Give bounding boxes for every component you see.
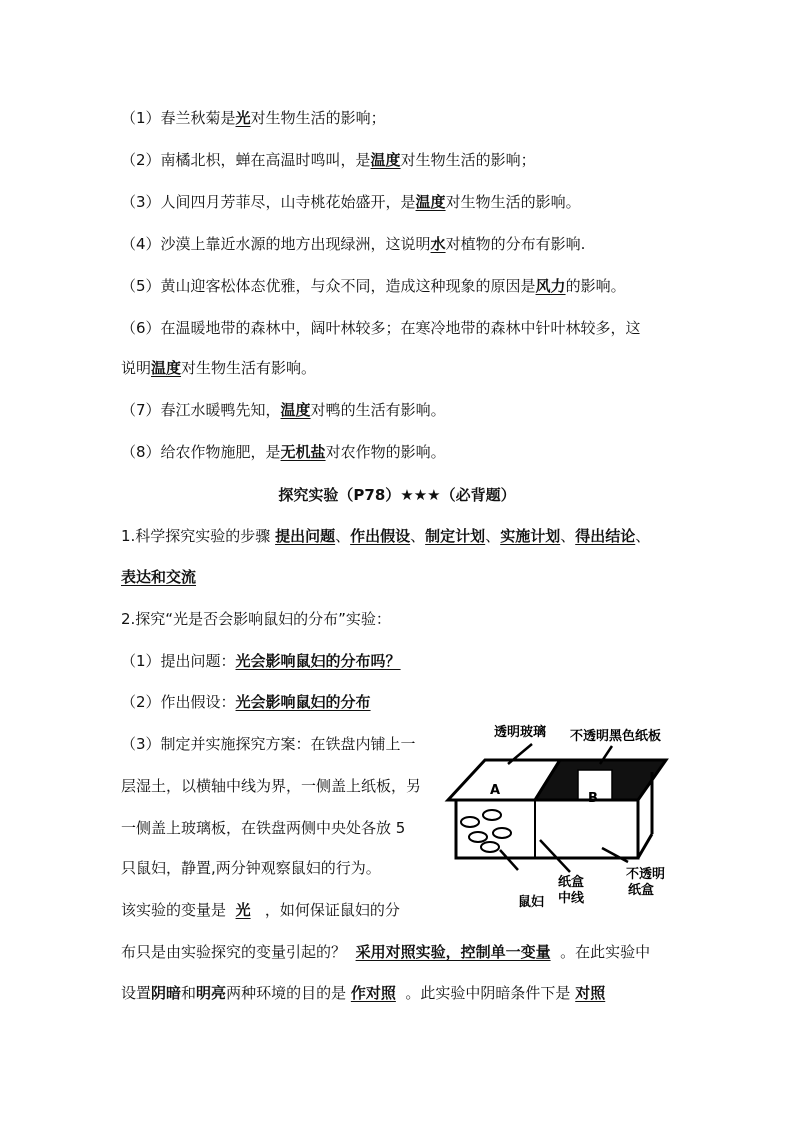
text: 布只是由实验探究的变量引起的？ xyxy=(121,943,347,961)
experiment-diagram xyxy=(440,712,680,912)
box-label-2: 纸盒 xyxy=(628,883,655,898)
text: 两种环境的目的是 xyxy=(226,984,347,1002)
text: ，如何保证鼠妇的分 xyxy=(264,901,400,919)
item-4 xyxy=(121,234,585,254)
item-text: （6）在温暖地带的森林中，阔叶林较多；在寒冷地带的森林中针叶林较多，这 xyxy=(121,319,641,337)
purpose-line xyxy=(121,983,605,1003)
item-text: 对生物生活的影响； xyxy=(400,151,536,169)
item-3 xyxy=(121,192,581,212)
text: 该实验的变量是 xyxy=(121,901,227,919)
step: 制定计划 xyxy=(425,527,486,545)
question-line xyxy=(121,651,401,671)
box-right-edge xyxy=(638,834,652,858)
glass-label: 透明玻璃 xyxy=(494,725,547,740)
item-6-cont xyxy=(121,358,316,378)
answer: 风力 xyxy=(535,277,566,295)
answer: 温度 xyxy=(370,151,401,169)
bug-label: 鼠妇 xyxy=(518,895,545,910)
label-a: A xyxy=(490,783,501,798)
board-label: 不透明黑色纸板 xyxy=(570,729,662,744)
item-text: （2）南橘北枳，蝉在高温时鸣叫，是 xyxy=(121,151,371,169)
text: 设置 xyxy=(121,984,152,1002)
answer: 温度 xyxy=(415,193,446,211)
item-7 xyxy=(121,400,446,420)
section-title: 探究实验（P78）★★★（必背题） xyxy=(278,486,516,504)
item-1 xyxy=(121,108,386,128)
item-text: （8）给农作物施肥，是 xyxy=(121,443,281,461)
answer: 无机盐 xyxy=(280,443,326,461)
item-text: 对农作物的影响。 xyxy=(325,443,446,461)
item-text: 对鸭的生活有影响。 xyxy=(310,401,446,419)
answer: 光会影响鼠妇的分布吗？ xyxy=(235,652,401,670)
answer: 光 xyxy=(235,901,251,919)
step: 表达和交流 xyxy=(121,568,197,586)
answer: 温度 xyxy=(151,359,182,377)
sep: 、 xyxy=(560,527,576,545)
label: （2）作出假设： xyxy=(121,693,236,711)
item-5 xyxy=(121,276,626,296)
term: 明亮 xyxy=(196,984,227,1002)
label: （1）提出问题： xyxy=(121,652,236,670)
answer: 光 xyxy=(235,109,251,127)
steps-intro: 1.科学探究实验的步骤 xyxy=(121,527,271,545)
term: 阴暗 xyxy=(151,984,182,1002)
text: 。此实验中阴暗条件下是 xyxy=(405,984,571,1002)
item-text: 对生物生活的影响； xyxy=(250,109,386,127)
box-label-1: 不透明 xyxy=(626,867,666,882)
item-text: 对植物的分布有影响. xyxy=(445,235,586,253)
label-b: B xyxy=(588,791,598,806)
answer: 温度 xyxy=(280,401,311,419)
step: 作出假设 xyxy=(350,527,411,545)
answer: 光会影响鼠妇的分布 xyxy=(235,693,371,711)
sep: 、 xyxy=(410,527,426,545)
answer: 对照 xyxy=(575,984,606,1002)
sep: 、 xyxy=(635,527,651,545)
steps-line xyxy=(121,526,650,546)
item-text: （7）春江水暖鸭先知， xyxy=(121,401,281,419)
item-text: 对生物生活的影响。 xyxy=(445,193,581,211)
steps-line-2 xyxy=(121,567,196,587)
midline-label-1: 纸盒 xyxy=(558,875,585,890)
control-line xyxy=(121,942,650,962)
text: 和 xyxy=(181,984,197,1002)
plan-line-4: 只鼠妇，静置,两分钟观察鼠妇的行为。 xyxy=(121,859,381,877)
answer: 水 xyxy=(430,235,446,253)
midline-label-2: 中线 xyxy=(558,891,585,906)
sep: 、 xyxy=(485,527,501,545)
step: 得出结论 xyxy=(575,527,636,545)
text: 。在此实验中 xyxy=(560,943,651,961)
answer: 采用对照实验，控制单一变量 xyxy=(355,943,551,961)
item-6 xyxy=(121,318,641,338)
exp-title: 2.探究“光是否会影响鼠妇的分布”实验： xyxy=(121,610,391,628)
plan-line-2: 层湿土，以横轴中线为界，一侧盖上纸板，另 xyxy=(121,777,422,795)
answer: 作对照 xyxy=(350,984,396,1002)
item-2 xyxy=(121,150,536,170)
item-text: （5）黄山迎客松体态优雅，与众不同，造成这种现象的原因是 xyxy=(121,277,536,295)
item-text: （3）人间四月芳菲尽，山寺桃花始盛开，是 xyxy=(121,193,416,211)
variable-line xyxy=(121,900,400,920)
step: 提出问题 xyxy=(275,527,336,545)
item-text: （4）沙漠上靠近水源的地方出现绿洲，这说明 xyxy=(121,235,431,253)
sep: 、 xyxy=(335,527,351,545)
hypothesis-line xyxy=(121,692,371,712)
item-text: 说明 xyxy=(121,359,152,377)
item-text: （1）春兰秋菊是 xyxy=(121,109,236,127)
item-text: 的影响。 xyxy=(565,277,626,295)
step: 实施计划 xyxy=(500,527,561,545)
plan-line-1: （3）制定并实施探究方案：在铁盘内铺上一 xyxy=(121,735,416,753)
plan-line-3: 一侧盖上玻璃板，在铁盘两侧中央处各放 5 xyxy=(121,819,406,837)
item-text: 对生物生活有影响。 xyxy=(181,359,317,377)
item-8 xyxy=(121,442,446,462)
